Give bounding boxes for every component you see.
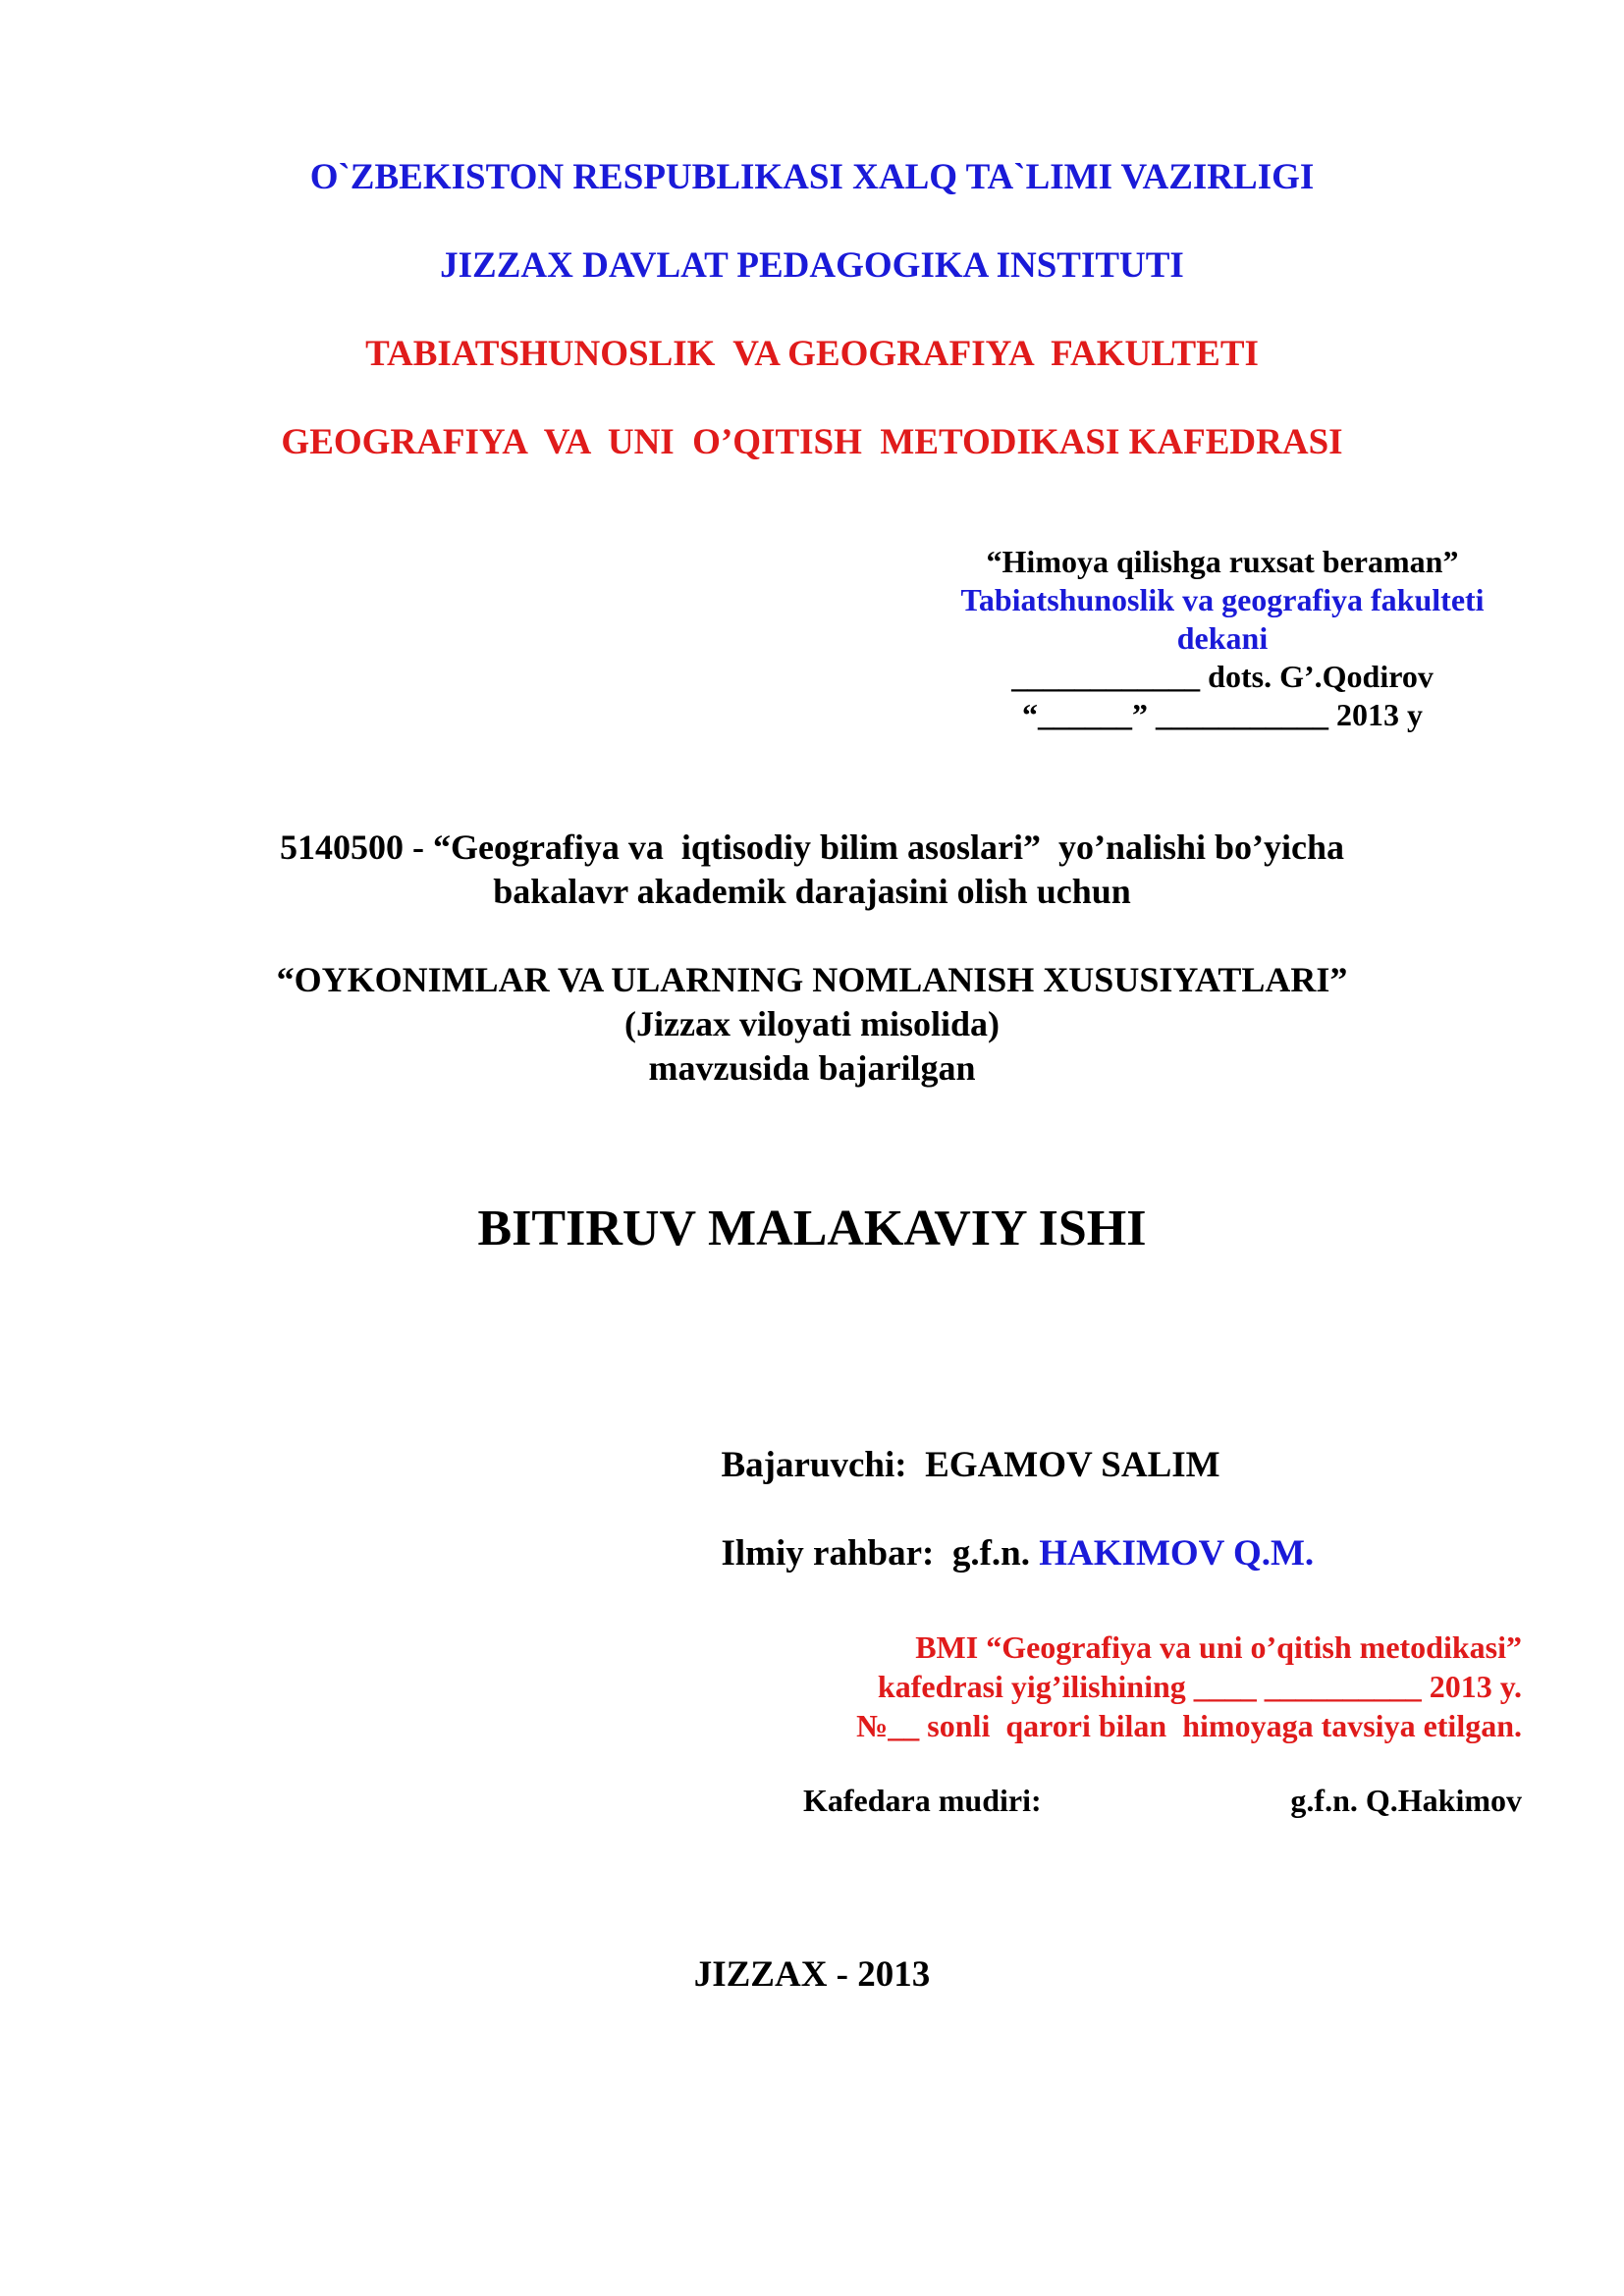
performer-label: Bajaruvchi: — [721, 1445, 907, 1485]
supervisor-label: Ilmiy rahbar: — [721, 1533, 935, 1574]
approval-phrase: “Himoya qilishga ruxsat beraman” — [986, 544, 1459, 579]
main-title: BITIRUV MALAKAVIY ISHI — [477, 1201, 1147, 1256]
institute-heading: JIZZAX DAVLAT PEDAGOGIKA INSTITUTI — [440, 245, 1184, 286]
direction-line-1: 5140500 - “Geografiya va iqtisodiy bilim asoslari” yo’nalishi bo’yicha — [279, 828, 1345, 867]
performer-line — [703, 1411, 1220, 1483]
department-heading: GEOGRAFIYA VA UNI O’QITISH METODIKASI KAFEDRASI — [281, 422, 1343, 462]
approval-signature: ____________ dots. G’.Qodirov — [1011, 659, 1434, 694]
footer-city-year: JIZZAX - 2013 — [693, 1954, 931, 1995]
topic-subtitle: (Jizzax viloyati misolida) — [624, 1004, 1000, 1043]
approval-date: “______” ___________ 2013 y — [1022, 697, 1423, 732]
head-of-department-label: Kafedara mudiri: — [803, 1783, 1042, 1818]
recommendation-line-1: BMI “Geografiya va uni o’qitish metodikasi” — [915, 1629, 1522, 1665]
supervisor-degree: g.f.n. — [951, 1533, 1031, 1574]
recommendation-line-2: kafedrasi yig’ilishining ____ __________ 2013 y. — [877, 1669, 1522, 1704]
topic-note: mavzusida bajarilgan — [648, 1048, 976, 1088]
topic-title: “OYKONIMLAR VA ULARNING NOMLANISH XUSUSIYATLARI” — [276, 960, 1348, 999]
ministry-heading: O`ZBEKISTON RESPUBLIKASI XALQ TA`LIMI VAZIRLIGI — [309, 157, 1315, 197]
faculty-heading: TABIATSHUNOSLIK VA GEOGRAFIYA FAKULTETI — [365, 334, 1259, 374]
approval-faculty: Tabiatshunoslik va geografiya fakulteti — [960, 582, 1485, 617]
supervisor-line — [703, 1499, 1314, 1572]
head-of-department-name: g.f.n. Q.Hakimov — [1290, 1783, 1522, 1818]
supervisor-name: HAKIMOV Q.M. — [1039, 1533, 1315, 1574]
recommendation-line-3: №__ sonli qarori bilan himoyaga tavsiya etilgan. — [856, 1708, 1522, 1743]
performer-name: EGAMOV SALIM — [925, 1445, 1220, 1485]
approval-dean: dekani — [1176, 620, 1269, 656]
direction-line-2: bakalavr akademik darajasini olish uchun — [493, 872, 1131, 911]
